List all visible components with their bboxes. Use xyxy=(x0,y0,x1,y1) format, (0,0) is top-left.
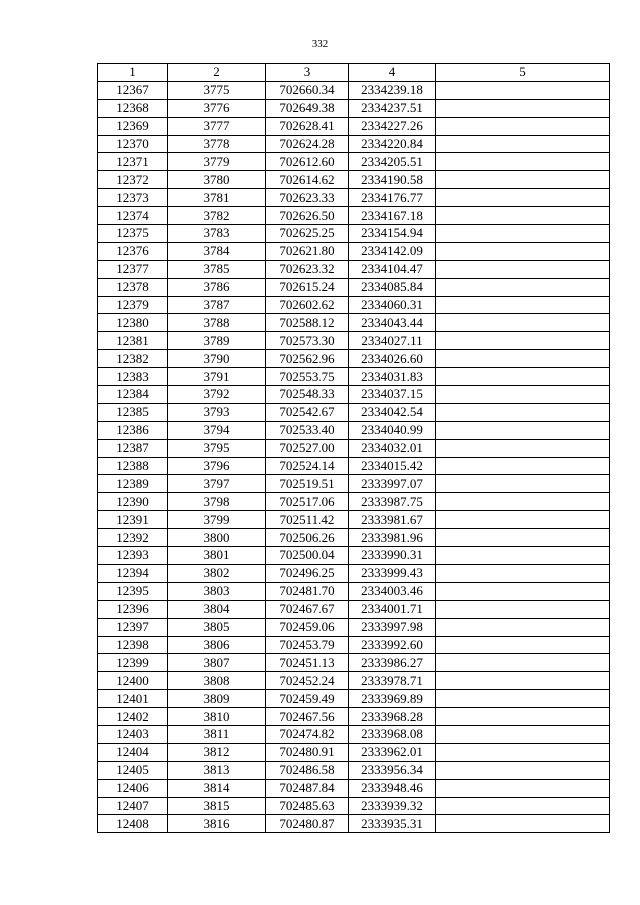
notes-cell xyxy=(436,761,610,779)
table-row xyxy=(98,403,610,421)
point-number-cell: 12377 xyxy=(98,260,168,278)
notes-cell xyxy=(436,725,610,743)
notes-cell xyxy=(436,278,610,296)
y-coordinate-cell: 2333999.43 xyxy=(349,564,436,582)
x-coordinate-cell: 702452.24 xyxy=(266,672,349,690)
point-number-cell: 12408 xyxy=(98,815,168,833)
table-row xyxy=(98,618,610,636)
table-row xyxy=(98,225,610,243)
point-number-cell: 12369 xyxy=(98,117,168,135)
table-row xyxy=(98,547,610,565)
y-coordinate-cell: 2334142.09 xyxy=(349,242,436,260)
table-row xyxy=(98,81,610,99)
y-coordinate-cell: 2334167.18 xyxy=(349,207,436,225)
x-coordinate-cell: 702485.63 xyxy=(266,797,349,815)
y-coordinate-cell: 2334190.58 xyxy=(349,171,436,189)
vertex-number-cell: 3801 xyxy=(168,547,266,565)
x-coordinate-cell: 702474.82 xyxy=(266,725,349,743)
vertex-number-cell: 3802 xyxy=(168,564,266,582)
vertex-number-cell: 3806 xyxy=(168,636,266,654)
vertex-number-cell: 3794 xyxy=(168,421,266,439)
table-row xyxy=(98,350,610,368)
y-coordinate-cell: 2333969.89 xyxy=(349,690,436,708)
point-number-cell: 12391 xyxy=(98,511,168,529)
x-coordinate-cell: 702628.41 xyxy=(266,117,349,135)
table-row xyxy=(98,135,610,153)
x-coordinate-cell: 702481.70 xyxy=(266,582,349,600)
point-number-cell: 12402 xyxy=(98,708,168,726)
notes-cell xyxy=(436,153,610,171)
vertex-number-cell: 3791 xyxy=(168,368,266,386)
y-coordinate-cell: 2334001.71 xyxy=(349,600,436,618)
notes-cell xyxy=(436,421,610,439)
vertex-number-cell: 3816 xyxy=(168,815,266,833)
point-number-cell: 12393 xyxy=(98,547,168,565)
x-coordinate-cell: 702500.04 xyxy=(266,547,349,565)
y-coordinate-cell: 2334085.84 xyxy=(349,278,436,296)
y-coordinate-cell: 2334237.51 xyxy=(349,99,436,117)
x-coordinate-cell: 702548.33 xyxy=(266,386,349,404)
notes-cell xyxy=(436,225,610,243)
point-number-cell: 12397 xyxy=(98,618,168,636)
x-coordinate-cell: 702624.28 xyxy=(266,135,349,153)
x-coordinate-cell: 702506.26 xyxy=(266,529,349,547)
notes-cell xyxy=(436,564,610,582)
point-number-cell: 12372 xyxy=(98,171,168,189)
y-coordinate-cell: 2333948.46 xyxy=(349,779,436,797)
point-number-cell: 12406 xyxy=(98,779,168,797)
vertex-number-cell: 3804 xyxy=(168,600,266,618)
x-coordinate-cell: 702542.67 xyxy=(266,403,349,421)
column-header-5: 5 xyxy=(436,64,610,82)
point-number-cell: 12375 xyxy=(98,225,168,243)
notes-cell xyxy=(436,207,610,225)
point-number-cell: 12390 xyxy=(98,493,168,511)
y-coordinate-cell: 2334031.83 xyxy=(349,368,436,386)
point-number-cell: 12401 xyxy=(98,690,168,708)
table-row xyxy=(98,332,610,350)
point-number-cell: 12394 xyxy=(98,564,168,582)
x-coordinate-cell: 702527.00 xyxy=(266,439,349,457)
notes-cell xyxy=(436,81,610,99)
table-row xyxy=(98,725,610,743)
x-coordinate-cell: 702533.40 xyxy=(266,421,349,439)
vertex-number-cell: 3782 xyxy=(168,207,266,225)
vertex-number-cell: 3779 xyxy=(168,153,266,171)
vertex-number-cell: 3783 xyxy=(168,225,266,243)
x-coordinate-cell: 702453.79 xyxy=(266,636,349,654)
x-coordinate-cell: 702496.25 xyxy=(266,564,349,582)
y-coordinate-cell: 2333968.08 xyxy=(349,725,436,743)
vertex-number-cell: 3775 xyxy=(168,81,266,99)
table-row xyxy=(98,493,610,511)
y-coordinate-cell: 2333956.34 xyxy=(349,761,436,779)
x-coordinate-cell: 702467.56 xyxy=(266,708,349,726)
notes-cell xyxy=(436,654,610,672)
y-coordinate-cell: 2333939.32 xyxy=(349,797,436,815)
point-number-cell: 12400 xyxy=(98,672,168,690)
page-number: 332 xyxy=(311,38,329,50)
point-number-cell: 12404 xyxy=(98,743,168,761)
x-coordinate-cell: 702467.67 xyxy=(266,600,349,618)
table-row xyxy=(98,529,610,547)
point-number-cell: 12383 xyxy=(98,368,168,386)
x-coordinate-cell: 702623.33 xyxy=(266,189,349,207)
y-coordinate-cell: 2334003.46 xyxy=(349,582,436,600)
table-row xyxy=(98,815,610,833)
point-number-cell: 12388 xyxy=(98,457,168,475)
column-header-3: 3 xyxy=(266,64,349,82)
y-coordinate-cell: 2333968.28 xyxy=(349,708,436,726)
table-row xyxy=(98,582,610,600)
y-coordinate-cell: 2334227.26 xyxy=(349,117,436,135)
y-coordinate-cell: 2333981.67 xyxy=(349,511,436,529)
vertex-number-cell: 3787 xyxy=(168,296,266,314)
vertex-number-cell: 3800 xyxy=(168,529,266,547)
notes-cell xyxy=(436,743,610,761)
y-coordinate-cell: 2334239.18 xyxy=(349,81,436,99)
y-coordinate-cell: 2334043.44 xyxy=(349,314,436,332)
table-row xyxy=(98,421,610,439)
point-number-cell: 12403 xyxy=(98,725,168,743)
table-row xyxy=(98,207,610,225)
vertex-number-cell: 3777 xyxy=(168,117,266,135)
y-coordinate-cell: 2333986.27 xyxy=(349,654,436,672)
point-number-cell: 12371 xyxy=(98,153,168,171)
y-coordinate-cell: 2333935.31 xyxy=(349,815,436,833)
vertex-number-cell: 3799 xyxy=(168,511,266,529)
notes-cell xyxy=(436,314,610,332)
point-number-cell: 12396 xyxy=(98,600,168,618)
notes-cell xyxy=(436,368,610,386)
table-row xyxy=(98,368,610,386)
table-row xyxy=(98,672,610,690)
vertex-number-cell: 3814 xyxy=(168,779,266,797)
x-coordinate-cell: 702459.49 xyxy=(266,690,349,708)
y-coordinate-cell: 2334104.47 xyxy=(349,260,436,278)
notes-cell xyxy=(436,600,610,618)
vertex-number-cell: 3813 xyxy=(168,761,266,779)
notes-cell xyxy=(436,171,610,189)
point-number-cell: 12405 xyxy=(98,761,168,779)
table-row xyxy=(98,242,610,260)
notes-cell xyxy=(436,475,610,493)
point-number-cell: 12392 xyxy=(98,529,168,547)
vertex-number-cell: 3812 xyxy=(168,743,266,761)
notes-cell xyxy=(436,582,610,600)
header-row xyxy=(98,64,610,82)
x-coordinate-cell: 702602.62 xyxy=(266,296,349,314)
vertex-number-cell: 3784 xyxy=(168,242,266,260)
point-number-cell: 12379 xyxy=(98,296,168,314)
point-number-cell: 12374 xyxy=(98,207,168,225)
point-number-cell: 12368 xyxy=(98,99,168,117)
table-row xyxy=(98,708,610,726)
x-coordinate-cell: 702612.60 xyxy=(266,153,349,171)
y-coordinate-cell: 2333992.60 xyxy=(349,636,436,654)
x-coordinate-cell: 702519.51 xyxy=(266,475,349,493)
table-row xyxy=(98,636,610,654)
table-row xyxy=(98,260,610,278)
notes-cell xyxy=(436,99,610,117)
vertex-number-cell: 3790 xyxy=(168,350,266,368)
x-coordinate-cell: 702451.13 xyxy=(266,654,349,672)
notes-cell xyxy=(436,403,610,421)
y-coordinate-cell: 2333997.07 xyxy=(349,475,436,493)
y-coordinate-cell: 2334042.54 xyxy=(349,403,436,421)
vertex-number-cell: 3808 xyxy=(168,672,266,690)
vertex-number-cell: 3795 xyxy=(168,439,266,457)
table-row xyxy=(98,189,610,207)
x-coordinate-cell: 702626.50 xyxy=(266,207,349,225)
table-body xyxy=(98,81,610,832)
x-coordinate-cell: 702511.42 xyxy=(266,511,349,529)
point-number-cell: 12399 xyxy=(98,654,168,672)
point-number-cell: 12376 xyxy=(98,242,168,260)
x-coordinate-cell: 702459.06 xyxy=(266,618,349,636)
table-row xyxy=(98,743,610,761)
point-number-cell: 12386 xyxy=(98,421,168,439)
vertex-number-cell: 3789 xyxy=(168,332,266,350)
vertex-number-cell: 3776 xyxy=(168,99,266,117)
vertex-number-cell: 3780 xyxy=(168,171,266,189)
notes-cell xyxy=(436,332,610,350)
notes-cell xyxy=(436,189,610,207)
y-coordinate-cell: 2333997.98 xyxy=(349,618,436,636)
column-header-2: 2 xyxy=(168,64,266,82)
point-number-cell: 12381 xyxy=(98,332,168,350)
column-header-1: 1 xyxy=(98,64,168,82)
vertex-number-cell: 3798 xyxy=(168,493,266,511)
table-row xyxy=(98,457,610,475)
y-coordinate-cell: 2334060.31 xyxy=(349,296,436,314)
vertex-number-cell: 3803 xyxy=(168,582,266,600)
table-row xyxy=(98,797,610,815)
table-row xyxy=(98,386,610,404)
vertex-number-cell: 3792 xyxy=(168,386,266,404)
table-row xyxy=(98,171,610,189)
point-number-cell: 12382 xyxy=(98,350,168,368)
table-row xyxy=(98,314,610,332)
notes-cell xyxy=(436,618,610,636)
y-coordinate-cell: 2334040.99 xyxy=(349,421,436,439)
notes-cell xyxy=(436,779,610,797)
vertex-number-cell: 3811 xyxy=(168,725,266,743)
table-row xyxy=(98,117,610,135)
point-number-cell: 12373 xyxy=(98,189,168,207)
x-coordinate-cell: 702480.91 xyxy=(266,743,349,761)
table-row xyxy=(98,278,610,296)
x-coordinate-cell: 702486.58 xyxy=(266,761,349,779)
x-coordinate-cell: 702588.12 xyxy=(266,314,349,332)
notes-cell xyxy=(436,350,610,368)
vertex-number-cell: 3786 xyxy=(168,278,266,296)
notes-cell xyxy=(436,797,610,815)
y-coordinate-cell: 2334205.51 xyxy=(349,153,436,171)
notes-cell xyxy=(436,672,610,690)
notes-cell xyxy=(436,260,610,278)
point-number-cell: 12395 xyxy=(98,582,168,600)
table-row xyxy=(98,439,610,457)
point-number-cell: 12380 xyxy=(98,314,168,332)
vertex-number-cell: 3815 xyxy=(168,797,266,815)
y-coordinate-cell: 2334027.11 xyxy=(349,332,436,350)
vertex-number-cell: 3797 xyxy=(168,475,266,493)
table-row xyxy=(98,511,610,529)
x-coordinate-cell: 702649.38 xyxy=(266,99,349,117)
y-coordinate-cell: 2333987.75 xyxy=(349,493,436,511)
notes-cell xyxy=(436,815,610,833)
vertex-number-cell: 3805 xyxy=(168,618,266,636)
table-row xyxy=(98,564,610,582)
x-coordinate-cell: 702517.06 xyxy=(266,493,349,511)
vertex-number-cell: 3793 xyxy=(168,403,266,421)
notes-cell xyxy=(436,296,610,314)
table-row xyxy=(98,153,610,171)
vertex-number-cell: 3810 xyxy=(168,708,266,726)
x-coordinate-cell: 702614.62 xyxy=(266,171,349,189)
y-coordinate-cell: 2334026.60 xyxy=(349,350,436,368)
x-coordinate-cell: 702625.25 xyxy=(266,225,349,243)
table-row xyxy=(98,761,610,779)
y-coordinate-cell: 2333981.96 xyxy=(349,529,436,547)
notes-cell xyxy=(436,493,610,511)
y-coordinate-cell: 2333990.31 xyxy=(349,547,436,565)
table-row xyxy=(98,600,610,618)
notes-cell xyxy=(436,529,610,547)
vertex-number-cell: 3796 xyxy=(168,457,266,475)
point-number-cell: 12385 xyxy=(98,403,168,421)
x-coordinate-cell: 702487.84 xyxy=(266,779,349,797)
vertex-number-cell: 3788 xyxy=(168,314,266,332)
point-number-cell: 12407 xyxy=(98,797,168,815)
column-header-4: 4 xyxy=(349,64,436,82)
notes-cell xyxy=(436,117,610,135)
vertex-number-cell: 3809 xyxy=(168,690,266,708)
y-coordinate-cell: 2334015.42 xyxy=(349,457,436,475)
notes-cell xyxy=(436,457,610,475)
notes-cell xyxy=(436,386,610,404)
x-coordinate-cell: 702553.75 xyxy=(266,368,349,386)
table-row xyxy=(98,99,610,117)
x-coordinate-cell: 702480.87 xyxy=(266,815,349,833)
y-coordinate-cell: 2333962.01 xyxy=(349,743,436,761)
vertex-number-cell: 3807 xyxy=(168,654,266,672)
notes-cell xyxy=(436,547,610,565)
coordinates-table xyxy=(97,63,610,833)
x-coordinate-cell: 702623.32 xyxy=(266,260,349,278)
y-coordinate-cell: 2334037.15 xyxy=(349,386,436,404)
table-row xyxy=(98,296,610,314)
x-coordinate-cell: 702573.30 xyxy=(266,332,349,350)
point-number-cell: 12367 xyxy=(98,81,168,99)
vertex-number-cell: 3778 xyxy=(168,135,266,153)
point-number-cell: 12387 xyxy=(98,439,168,457)
x-coordinate-cell: 702615.24 xyxy=(266,278,349,296)
point-number-cell: 12378 xyxy=(98,278,168,296)
notes-cell xyxy=(436,135,610,153)
notes-cell xyxy=(436,242,610,260)
vertex-number-cell: 3785 xyxy=(168,260,266,278)
y-coordinate-cell: 2333978.71 xyxy=(349,672,436,690)
notes-cell xyxy=(436,708,610,726)
notes-cell xyxy=(436,511,610,529)
table-row xyxy=(98,690,610,708)
y-coordinate-cell: 2334032.01 xyxy=(349,439,436,457)
point-number-cell: 12389 xyxy=(98,475,168,493)
vertex-number-cell: 3781 xyxy=(168,189,266,207)
notes-cell xyxy=(436,690,610,708)
x-coordinate-cell: 702660.34 xyxy=(266,81,349,99)
table-row xyxy=(98,475,610,493)
point-number-cell: 12398 xyxy=(98,636,168,654)
notes-cell xyxy=(436,636,610,654)
point-number-cell: 12370 xyxy=(98,135,168,153)
y-coordinate-cell: 2334154.94 xyxy=(349,225,436,243)
notes-cell xyxy=(436,439,610,457)
table-row xyxy=(98,654,610,672)
table-row xyxy=(98,779,610,797)
x-coordinate-cell: 702562.96 xyxy=(266,350,349,368)
y-coordinate-cell: 2334220.84 xyxy=(349,135,436,153)
point-number-cell: 12384 xyxy=(98,386,168,404)
x-coordinate-cell: 702524.14 xyxy=(266,457,349,475)
x-coordinate-cell: 702621.80 xyxy=(266,242,349,260)
y-coordinate-cell: 2334176.77 xyxy=(349,189,436,207)
